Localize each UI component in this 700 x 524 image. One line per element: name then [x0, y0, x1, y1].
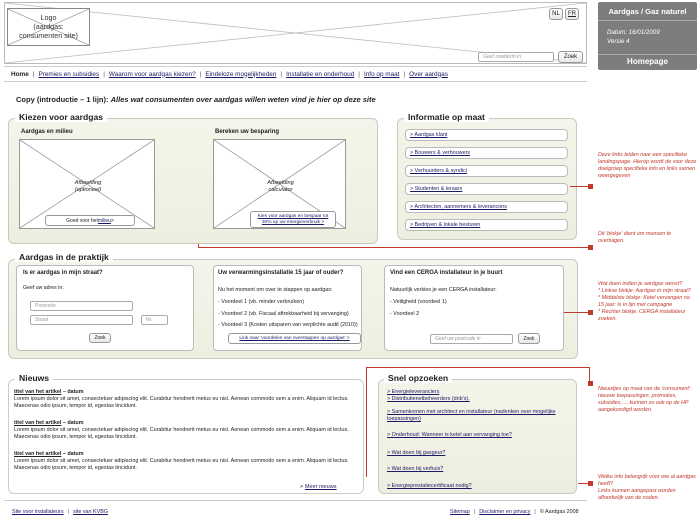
info-maat-item-label[interactable]: > Bedrijven & lokale besturen [410, 222, 481, 228]
info-page: Homepage [598, 54, 697, 68]
annotation-marker [588, 310, 593, 315]
info-maat-title: Informatie op maat [404, 112, 489, 122]
news-item-body: Lorem ipsum dolor sit amet, consectetuer adipiscing elit. Curabitur hendrerit metus eu nisl. Aenean commodo sem a enim. Aliquam id lectus. Maecenas odio ipsum, tempor id, egestas tincidunt. [14, 458, 349, 471]
praktijk-title: Aardgas in de praktijk [15, 252, 113, 262]
nav-installatie[interactable]: Installatie en onderhoud [286, 70, 355, 78]
snel-item[interactable] [387, 466, 573, 472]
info-maat-item-label[interactable]: > Architecten, aannemers & leveranciers [410, 204, 507, 210]
news-item-body: Lorem ipsum dolor sit amet, consectetuer adipiscing elit. Curabitur hendrerit metus eu nisl. Aenean commodo sem a enim. Aliquam id lectus. Maecenas odio ipsum, tempor id, egestas tincidunt. [14, 427, 349, 440]
info-maat-item-verhuurders[interactable] [405, 165, 568, 177]
cerga-zoek-button[interactable]: Zoek [518, 333, 540, 344]
info-version: Versie 4 [607, 38, 630, 45]
straat-title: Is er aardgas in mijn straat? [23, 270, 103, 276]
footer-divider [4, 500, 587, 501]
news-item [14, 420, 359, 441]
footer-sitemap-link[interactable]: Sitemap [450, 509, 470, 515]
info-box [598, 2, 697, 70]
milieu-link-post: > [110, 217, 114, 224]
kiezen-title: Kiezen voor aardgas [15, 112, 107, 122]
main-nav: Home | Premies en subsidies | Waarom voor aardgas kiezen? | Eindeloze mogelijkheden | Installatie en onderhoud | Info op maat | Over aardgas [4, 66, 587, 82]
snel-item[interactable] [387, 432, 573, 438]
logo[interactable] [7, 8, 90, 46]
straat-input[interactable]: Straat [30, 315, 133, 325]
annotation-marker [588, 245, 593, 250]
annotation-note: Welke info belangrijk voor wie al aardgas heeft? Links kunnen aangepast worden afhankelijk van de noden. [598, 474, 696, 501]
nav-info-op-maat[interactable]: Info op maat [363, 70, 400, 78]
milieu-image-label: Afbeelding (optioneel) [74, 180, 102, 193]
info-maat-item-studenten[interactable] [405, 183, 568, 195]
milieu-link[interactable]: milieu [97, 217, 111, 224]
intro-text: Alles wat consumenten over aardgas willen weten vind je hier op deze site [110, 95, 376, 104]
meer-nieuws-arrow: > [300, 484, 305, 490]
cerga-voordeel-2: - Voordeel 2 [390, 311, 420, 317]
annotation-note: Deze links leiden naar een specifieke landingspage. Hierop wordt de voor deze doelgroep specifieke info en links samen weergegeven [598, 152, 697, 179]
snel-item[interactable] [387, 389, 573, 395]
lang-fr-button[interactable]: FR [565, 8, 579, 20]
info-maat-item-label[interactable]: > Bouwers & verbouwers [410, 150, 471, 156]
info-maat-item-klant[interactable] [405, 129, 568, 141]
snel-item[interactable] [387, 409, 573, 423]
search-button[interactable]: Zoek [558, 51, 583, 63]
snel-item-label[interactable]: > Energieprestatiecertificaat nodig? [387, 483, 472, 489]
info-maat-item-bedrijven[interactable] [405, 219, 568, 231]
footer-right: Sitemap | Disclaimer en privacy | © Aardgas 2008 [450, 509, 579, 515]
postcode-input[interactable]: Postcode [30, 301, 133, 311]
snel-title: Snel opzoeken [384, 373, 452, 383]
besparing-link[interactable]: Kies voor aardgas en bespaar tot 30% op uw energieverbruik > [257, 213, 329, 225]
annotation-connector [570, 186, 590, 187]
snel-item[interactable] [387, 396, 573, 402]
meer-nieuws-link[interactable]: Meer nieuws [304, 484, 337, 490]
straat-label: Geef uw adres in: [23, 285, 64, 291]
footer-kvbg-link[interactable]: site van KVBG [72, 509, 109, 515]
news-item-title[interactable]: titel van het artikel [14, 420, 62, 426]
info-maat-item-architecten[interactable] [405, 201, 568, 213]
annotation-note: Wat doen indien je aardgas wenst? * Linkse blokje: Aardgas in mijn straat? * Middelste blokje: Ketel vervangen na 15 jaar: is in lijn met campagne * Rechter blokje: CERGA installateur zoeken. [598, 281, 691, 322]
annotation-note: Nieuwtjes op maat van de 'consument': nieuwe toepassingen, promoties, subsidies, ... kunnen zo ook op de HP aangekondigd worden. [598, 386, 692, 413]
voordelen-link[interactable]: Link naar 'voordelen van overstappen op aardgas' > [239, 336, 350, 341]
cerga-intro: Natuurlijk verkies je een CERGA installateur: [390, 287, 497, 293]
kiezen-col1-title: Aardgas en milieu [21, 129, 73, 135]
footer-copyright: © Aardgas 2008 [539, 509, 579, 515]
snel-item[interactable] [387, 450, 573, 456]
meer-nieuws [300, 484, 337, 490]
search-input[interactable]: Geef zoekterm in [478, 52, 554, 62]
intro-prefix: Copy (introductie – 1 lijn): [16, 95, 109, 104]
info-date: Datum: 16/01/2009 [607, 29, 660, 36]
milieu-link-button[interactable] [45, 215, 135, 226]
besparing-link-button[interactable] [250, 211, 336, 228]
cerga-title: Vind een CERGA installateur in je buurt [390, 270, 503, 276]
footer-installateurs-link[interactable]: Site voor installateurs [12, 509, 64, 515]
info-maat-item-label[interactable]: > Studenten & leraars [410, 186, 463, 192]
milieu-link-pre: Goed voor het [66, 217, 98, 224]
annotation-connector [198, 247, 590, 248]
nieuws-title: Nieuws [15, 373, 53, 383]
nav-premies[interactable]: Premies en subsidies [38, 70, 100, 78]
cerga-postcode-input[interactable]: Geef uw postcode in [430, 334, 513, 344]
voordelen-link-button[interactable] [228, 333, 361, 344]
annotation-connector [366, 367, 590, 368]
annotation-connector [366, 367, 367, 477]
snel-item-label[interactable]: > Wat doen bij verhuis? [387, 466, 444, 472]
footer-left: Site voor installateurs | site van KVBG [12, 509, 109, 515]
annotation-marker [588, 184, 593, 189]
news-item [14, 389, 359, 410]
straat-zoek-button[interactable]: Zoek [89, 333, 111, 343]
verwarming-voordeel-2: - Voordeel 2 (vb. Fiscaal aftrekbaarheid bij vervanging) [218, 311, 349, 317]
nav-over-aardgas[interactable]: Over aardgas [409, 70, 448, 78]
annotation-marker [588, 381, 593, 386]
info-maat-item-label[interactable]: > Verhuurders & syndici [410, 168, 468, 174]
verwarming-intro: Nu het moment om over te stappen op aardgas: [218, 287, 333, 293]
logo-text: Logo (aardgas: consumenten site) [19, 13, 78, 40]
snel-item-label[interactable]: > Wat doen bij gasgeur? [387, 450, 446, 456]
info-maat-item-label[interactable]: > Aardgas klant [410, 132, 448, 138]
kiezen-col2-title: Bereken uw besparing [215, 129, 280, 135]
news-item-body: Lorem ipsum dolor sit amet, consectetuer adipiscing elit. Curabitur hendrerit metus eu nisl. Aenean commodo sem a enim. Aliquam id lectus. Maecenas odio ipsum, tempor id, egestas tincidunt. [14, 396, 349, 409]
verwarming-voordeel-1: - Voordeel 1 (vb. minder verbruiken) [218, 299, 304, 305]
snel-item[interactable] [387, 483, 573, 489]
news-item-date: – datum [61, 451, 84, 457]
snel-item-label[interactable]: > Samenkomen met architect en installateur (nadenken over mogelijke toepassingen) [387, 409, 556, 422]
snel-item-label[interactable]: > Onderhoud: Wanneer is ketel aan vervanging toe? [387, 432, 512, 438]
nav-home[interactable]: Home [11, 70, 29, 78]
nr-input[interactable]: Nr. [141, 315, 168, 325]
annotation-note: Dit 'blokje' dient om mensen te overtuigen. [598, 231, 672, 244]
verwarming-voordeel-3: - Voordeel 3 (Kosten uitsparen van verplichte audit (2010)) [218, 322, 358, 328]
calculator-image-label: Afbeelding calculator [267, 180, 294, 193]
snel-item-label[interactable]: > Distributienetbeheerders (dnb's). [387, 396, 470, 402]
news-item [14, 451, 359, 472]
verwarming-title: Uw verwarmingsinstallatie 15 jaar of ouder? [218, 270, 344, 276]
footer-disclaimer-link[interactable]: Disclaimer en privacy [479, 509, 531, 515]
intro-copy [16, 95, 376, 104]
annotation-marker [588, 481, 593, 486]
nav-eindeloze[interactable]: Eindeloze mogelijkheden [205, 70, 277, 78]
info-title: Aardgas / Gaz naturel [598, 2, 697, 21]
news-item-date: – datum [61, 420, 84, 426]
news-item-title[interactable]: titel van het artikel [14, 451, 62, 457]
nav-waarom[interactable]: Waarom voor aardgas kiezen? [108, 70, 196, 78]
news-item-date: – datum [61, 389, 84, 395]
annotation-connector [564, 312, 590, 313]
lang-nl-button[interactable]: NL [549, 8, 563, 20]
snel-item-label[interactable]: > Energieleveranciers [387, 389, 440, 395]
info-maat-item-bouwers[interactable] [405, 147, 568, 159]
news-item-title[interactable]: titel van het artikel [14, 389, 62, 395]
cerga-voordeel-1: - Veiligheid (voordeel 1) [390, 299, 447, 305]
